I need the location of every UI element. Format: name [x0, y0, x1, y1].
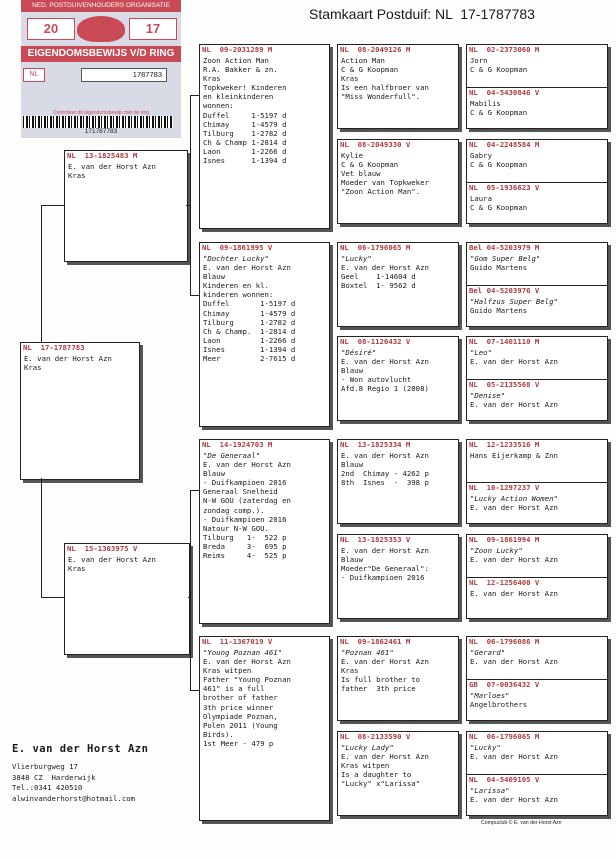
maternal-grandsire-card-line: "De Generaal" — [203, 451, 261, 460]
paternal-grandsire-card-line: Chimay 1-4579 d — [203, 119, 287, 129]
generation3-card-line: E. van der Horst Azn — [341, 357, 429, 367]
generation4-pair-card-dam-line: Guido Martens — [470, 305, 528, 315]
generation4-pair-card-sire — [467, 440, 607, 482]
generation3-card-line: "Poznan 461" — [341, 648, 394, 657]
generation3-card-ring-number: NL 08-1120432 V — [340, 337, 411, 346]
generation3-card-line: Geel 1-14604 d — [341, 272, 416, 282]
father-card-line: E. van der Horst Azn — [68, 162, 156, 171]
maternal-grandsire-card-line: E. van der Horst Azn — [203, 460, 291, 470]
connector-line — [190, 690, 199, 691]
generation3-card-line: Vet blauw — [341, 169, 381, 179]
generation4-pair-card-sire-line: Hans Eijerkamp & Znn — [470, 451, 558, 460]
father-card-line: Kras — [68, 171, 86, 181]
paternal-granddam-card-line: "Dochter Lucky" — [203, 254, 269, 263]
maternal-granddam-card-line: 1st Meer - 479 p — [203, 738, 274, 748]
connector-line — [188, 597, 190, 598]
generation3-card-ring-number: NL 13-1825334 M — [340, 440, 411, 449]
maternal-granddam-card-line: brother of father — [203, 693, 278, 703]
generation4-pair-card-sire-line: Jorn — [470, 56, 488, 65]
generation3-card-line: Blauw — [341, 366, 363, 376]
generation3-card-line: Is a daughter to — [341, 770, 412, 780]
generation3-card-line: Blauw — [341, 555, 363, 565]
ownership-certificate — [21, 0, 181, 138]
generation4-pair-card-sire-line: E. van der Horst Azn — [470, 357, 558, 367]
generation3-card-line: Blauw — [341, 460, 363, 470]
generation4-pair-card-sire — [467, 140, 607, 182]
owner-name: E. van der Horst Azn — [12, 743, 149, 755]
generation3-card-line: Is full brother to — [341, 675, 421, 685]
generation4-pair-card-dam — [467, 379, 607, 409]
father-card — [64, 150, 188, 262]
generation3-card-line: Afd.8 Regio 1 (2008) — [341, 384, 429, 394]
generation3-card-line: Is een halfbroer van — [341, 83, 429, 93]
generation4-pair-card — [466, 439, 608, 524]
generation3-card-line: C & G Koopman — [341, 160, 399, 170]
generation4-pair-card-sire-line: E. van der Horst Azn — [470, 752, 558, 762]
generation3-card-ring-number: NL 09-1862461 M — [340, 637, 411, 646]
generation4-pair-card-sire — [467, 243, 607, 285]
generation4-pair-card-dam-line: "Denise" — [470, 390, 506, 400]
father-card-ring-number: NL 13-1825483 M — [67, 151, 138, 160]
generation3-card-line: C & G Koopman — [341, 65, 399, 75]
generation4-pair-card-sire-line: C & G Koopman — [470, 65, 528, 75]
paternal-granddam-card-line: Isnes 1-1394 d — [203, 344, 296, 354]
generation4-pair-card-sire-line: E. van der Horst Azn — [470, 657, 558, 667]
certificate-year-left: 20 — [27, 18, 75, 40]
owner-tel: Tel.:0341 420510 — [12, 783, 83, 792]
generation3-card-line: "Zoon Action Man". — [341, 187, 421, 197]
generation4-pair-card-sire-line: "Gerard" — [470, 648, 506, 657]
paternal-granddam-card-line: Tilburg 1-2782 d — [203, 317, 296, 327]
maternal-grandsire-card-ring-number: NL 14-1924703 M — [202, 440, 273, 449]
generation4-pair-card — [466, 636, 608, 721]
generation3-card-line: Kras — [341, 74, 359, 84]
certificate-org: NED. POSTDUIVENHOUDERS ORGANISATIE — [21, 0, 181, 12]
barcode-number: 171787783 — [84, 128, 118, 135]
generation4-pair-card-dam-line: Angelbrothers — [470, 699, 528, 709]
subject-pigeon-card-ring-number: NL 17-1787783 — [23, 343, 85, 352]
generation4-pair-card-dam-line: Laura — [470, 193, 492, 203]
generation4-pair-card-dam — [467, 285, 607, 315]
generation4-pair-card-sire-line: C & G Koopman — [470, 160, 528, 170]
maternal-granddam-card-ring-number: NL 11-1367019 V — [202, 637, 273, 646]
generation4-pair-card-dam-ring-number: NL 04-5430846 V — [469, 87, 540, 97]
maternal-grandsire-card-line: Generaal Snelheid — [203, 487, 278, 497]
maternal-grandsire-card-line: Tilburg 1- 522 p — [203, 532, 287, 542]
paternal-grandsire-card-line: R.A. Bakker & zn. — [203, 65, 278, 75]
generation4-pair-card-sire-line: Gabry — [470, 151, 492, 160]
paternal-grandsire-card-line: Topkweker! Kinderen — [203, 83, 287, 93]
generation4-pair-card-sire-line: "Lucky" — [470, 743, 501, 752]
generation4-pair-card — [466, 336, 608, 421]
generation4-pair-card-sire-line: E. van der Horst Azn — [470, 555, 558, 565]
generation4-pair-card-dam — [467, 577, 607, 598]
generation4-pair-card-dam — [467, 87, 607, 117]
generation4-pair-card-dam-line: E. van der Horst Azn — [470, 794, 558, 804]
generation3-card-line: 8th Isnes - 398 p — [341, 478, 429, 488]
generation4-pair-card-sire-ring-number: NL 12-1233516 M — [469, 440, 540, 449]
paternal-granddam-card-line: Laon 1-2266 d — [203, 335, 296, 345]
generation3-card-line: Action Man — [341, 56, 385, 65]
generation4-pair-card-sire-line: "Gom Super Belg" — [470, 254, 541, 263]
mother-card-line: E. van der Horst Azn — [68, 555, 156, 564]
paternal-grandsire-card-line: en kleinkinderen — [203, 92, 274, 102]
certificate-country: NL — [23, 68, 45, 82]
generation4-pair-card — [466, 731, 608, 816]
generation3-card-line: father 3th price — [341, 684, 416, 694]
generation4-pair-card-sire-line: "Leo" — [470, 348, 492, 357]
paternal-grandsire-card-line: Ch & Champ 1-2814 d — [203, 137, 287, 147]
generation3-card-line: Boxtel 1- 9562 d — [341, 281, 416, 291]
generation4-pair-card-dam-line: E. van der Horst Azn — [470, 588, 558, 598]
generation4-pair-card-sire — [467, 45, 607, 87]
paternal-grandsire-card-line: Tilburg 1-2782 d — [203, 128, 287, 138]
generation4-pair-card-dam-line: C & G Koopman — [470, 107, 528, 117]
connector-line — [41, 205, 42, 342]
generation3-card-line: E. van der Horst Azn — [341, 546, 429, 555]
connector-line — [190, 490, 199, 491]
generation3-card-ring-number: NL 08-2049330 V — [340, 140, 411, 149]
maternal-granddam-card-line: Polen 2011 (Young — [203, 720, 278, 730]
generation4-pair-card-dam-line: "Lucky Action Women" — [470, 493, 558, 503]
owner-city: 3848 CZ Harderwijk — [12, 772, 96, 782]
generation3-card-line: "Miss Wonderfull". — [341, 92, 421, 102]
connector-line — [190, 95, 191, 295]
certificate-control-text: Controleer dit eigendomsbewijs met de ring — [52, 110, 150, 116]
subject-pigeon-card-line: E. van der Horst Azn — [24, 354, 112, 363]
connector-line — [186, 205, 190, 206]
maternal-granddam-card — [199, 636, 330, 821]
generation3-card-ring-number: NL 13-1825353 V — [340, 535, 411, 544]
paternal-grandsire-card-line: Zoon Action Man — [203, 56, 269, 65]
generation3-card — [337, 139, 459, 224]
generation4-pair-card-dam-line: E. van der Horst Azn — [470, 502, 558, 512]
generation4-pair-card-dam-ring-number: NL 04-5409105 V — [469, 774, 540, 784]
generation4-pair-card-dam-line: Mabilis — [470, 98, 501, 108]
generation3-card-line: Moeder van Topkweker — [341, 178, 429, 188]
paternal-granddam-card — [199, 242, 330, 427]
generation3-card-line: Moeder"De Generaal": — [341, 564, 429, 574]
generation4-pair-card-dam-line: E. van der Horst Azn — [470, 399, 558, 409]
maternal-grandsire-card-line: Blauw — [203, 469, 225, 479]
paternal-granddam-card-line: Kinderen en kl. — [203, 281, 269, 291]
generation4-pair-card — [466, 44, 608, 129]
generation3-card-line: 2nd Chimay - 4262 p — [341, 469, 429, 479]
generation3-card-ring-number: NL 08-2133590 V — [340, 732, 411, 741]
paternal-grandsire-card — [199, 44, 330, 229]
generation3-card — [337, 439, 459, 524]
paternal-granddam-card-line: Blauw — [203, 272, 225, 282]
maternal-granddam-card-line: E. van der Horst Azn — [203, 657, 291, 667]
generation4-pair-card-sire-ring-number: NL 02-2373060 M — [469, 45, 540, 54]
generation4-pair-card-sire-ring-number: NL 06-1796065 M — [469, 732, 540, 741]
lion-logo-icon — [77, 16, 125, 42]
paternal-grandsire-card-line: Isnes 1-1394 d — [203, 156, 287, 166]
connector-line — [190, 295, 199, 296]
generation3-card-line: Kylie — [341, 151, 363, 160]
paternal-grandsire-card-line: Kras — [203, 74, 221, 84]
generation4-pair-card-sire — [467, 732, 607, 774]
generation4-pair-card-sire-ring-number: Bel 04-5203979 M — [469, 243, 540, 252]
generation4-pair-card-dam-ring-number: Bel 04-5203976 V — [469, 285, 540, 295]
maternal-granddam-card-line: Father "Young Poznan — [203, 675, 291, 685]
maternal-grandsire-card-line: - Duifkampioen 2016 — [203, 514, 287, 524]
generation4-pair-card-sire-line: Guido Martens — [470, 263, 528, 273]
generation4-pair-card-sire-line: "Zoon Lucky" — [470, 546, 523, 555]
generation4-pair-card-sire — [467, 637, 607, 679]
mother-card-ring-number: NL 15-1303975 V — [67, 544, 138, 553]
generation3-card-line: Kras — [341, 666, 359, 676]
maternal-granddam-card-line: Olympiade Poznan, — [203, 711, 278, 721]
generation4-pair-card-dam-ring-number: NL 05-1936623 V — [469, 182, 540, 192]
generation4-pair-card — [466, 139, 608, 224]
paternal-granddam-card-line: Duffel 1-5197 d — [203, 299, 296, 309]
generation4-pair-card-sire-ring-number: NL 07-1401110 M — [469, 337, 540, 346]
generation3-card — [337, 534, 459, 619]
paternal-granddam-card-line: kinderen wonnen: — [203, 290, 274, 300]
maternal-granddam-card-line: Birds). — [203, 729, 234, 739]
subject-pigeon-card — [20, 342, 140, 480]
certificate-title: EIGENDOMSBEWIJS V/D RING — [21, 46, 181, 62]
generation4-pair-card-dam-line: "Marloes" — [470, 690, 510, 700]
generation3-card — [337, 336, 459, 421]
generation4-pair-card-dam-line: "Larissa" — [470, 785, 510, 795]
paternal-granddam-card-line: Chimay 1-4579 d — [203, 308, 296, 318]
generation3-card-line: "Désiré" — [341, 348, 377, 357]
barcode-icon — [23, 116, 173, 128]
generation3-card — [337, 242, 459, 327]
paternal-granddam-card-line: Meer 2-7615 d — [203, 354, 296, 364]
connector-line — [190, 95, 199, 96]
generation3-card-line: "Lucky" x"Larissa" — [341, 779, 421, 789]
maternal-grandsire-card-line: Breda 3- 695 p — [203, 541, 287, 551]
generation4-pair-card-dam-line: C & G Koopman — [470, 202, 528, 212]
generation4-pair-card — [466, 534, 608, 619]
generation3-card-line: E. van der Horst Azn — [341, 657, 429, 667]
generation4-pair-card-dam — [467, 774, 607, 804]
generation4-pair-card-sire-ring-number: NL 09-1861994 M — [469, 535, 540, 544]
paternal-granddam-card-ring-number: NL 09-1861995 V — [202, 243, 273, 252]
generation3-card-line: E. van der Horst Azn — [341, 263, 429, 273]
footer-credit: Compuclub © E. van der Horst Azn — [481, 820, 562, 826]
connector-line — [190, 490, 191, 690]
generation3-card — [337, 636, 459, 721]
generation4-pair-card-dam-ring-number: NL 05-2135568 V — [469, 379, 540, 389]
generation3-card-line: - Duifkampioen 2016 — [341, 573, 425, 583]
generation4-pair-card — [466, 242, 608, 327]
maternal-granddam-card-line: 3th price winner — [203, 702, 274, 712]
generation3-card-line: Kras witpen — [341, 761, 390, 771]
generation3-card-line: "Lucky" — [341, 254, 372, 263]
maternal-grandsire-card-line: N-W GOU (zaterdag en — [203, 496, 291, 506]
page-title: Stamkaart Postduif: NL 17-1787783 — [309, 6, 535, 22]
paternal-grandsire-card-ring-number: NL 09-2031289 M — [202, 45, 273, 54]
generation4-pair-card-sire — [467, 535, 607, 577]
owner-address: Vlierburgweg 17 — [12, 762, 78, 771]
mother-card-line: Kras — [68, 564, 86, 574]
subject-pigeon-card-line: Kras — [24, 363, 42, 373]
paternal-granddam-card-line: Ch & Champ. 1-2814 d — [203, 326, 296, 336]
generation4-pair-card-dam-ring-number: NL 10-1297237 V — [469, 482, 540, 492]
generation4-pair-card-dam-ring-number: GB 07-0036432 V — [469, 679, 540, 689]
generation3-card-line: E. van der Horst Azn — [341, 752, 429, 762]
owner-email: alwinvanderhorst@hotmail.com — [12, 793, 136, 803]
generation4-pair-card-sire — [467, 337, 607, 379]
generation4-pair-card-sire-ring-number: NL 04-2248584 M — [469, 140, 540, 149]
maternal-grandsire-card-line: Natour N-W GOU. — [203, 523, 269, 533]
generation4-pair-card-dam — [467, 182, 607, 212]
mother-card — [64, 543, 190, 655]
paternal-grandsire-card-line: Laon 1-2266 d — [203, 146, 287, 156]
generation4-pair-card-dam — [467, 679, 607, 709]
maternal-grandsire-card — [199, 439, 330, 624]
paternal-granddam-card-line: E. van der Horst Azn — [203, 263, 291, 273]
maternal-granddam-card-line: 461" is a full — [203, 684, 265, 694]
generation4-pair-card-sire-ring-number: NL 06-1796086 M — [469, 637, 540, 646]
generation4-pair-card-dam-line: "Halfzus Super Belg" — [470, 296, 558, 306]
generation3-card — [337, 44, 459, 129]
owner-block — [12, 743, 148, 804]
paternal-grandsire-card-line: wonnen: — [203, 101, 234, 111]
maternal-granddam-card-line: "Young Poznan 461" — [203, 648, 283, 657]
maternal-granddam-card-line: Kras witpen — [203, 666, 252, 676]
maternal-grandsire-card-line: Reims 4- 525 p — [203, 551, 287, 561]
maternal-grandsire-card-line: - Duifkampioen 2016 — [203, 478, 287, 488]
certificate-ring: 1787783 — [81, 68, 167, 82]
connector-line — [41, 478, 42, 598]
maternal-grandsire-card-line: zondag comp.). — [203, 505, 265, 515]
generation3-card — [337, 731, 459, 816]
generation4-pair-card-dam — [467, 482, 607, 512]
generation3-card-line: - Won autovlucht — [341, 375, 412, 385]
generation3-card-ring-number: NL 08-2049126 M — [340, 45, 411, 54]
connector-line — [41, 205, 64, 206]
connector-line — [41, 597, 64, 598]
paternal-grandsire-card-line: Duffel 1-5197 d — [203, 110, 287, 120]
generation4-pair-card-dam-ring-number: NL 12-1256400 V — [469, 577, 540, 587]
generation3-card-line: E. van der Horst Azn — [341, 451, 429, 460]
certificate-year-right: 17 — [129, 18, 177, 40]
generation3-card-ring-number: NL 06-1796065 M — [340, 243, 411, 252]
generation3-card-line: "Lucky Lady" — [341, 743, 394, 752]
